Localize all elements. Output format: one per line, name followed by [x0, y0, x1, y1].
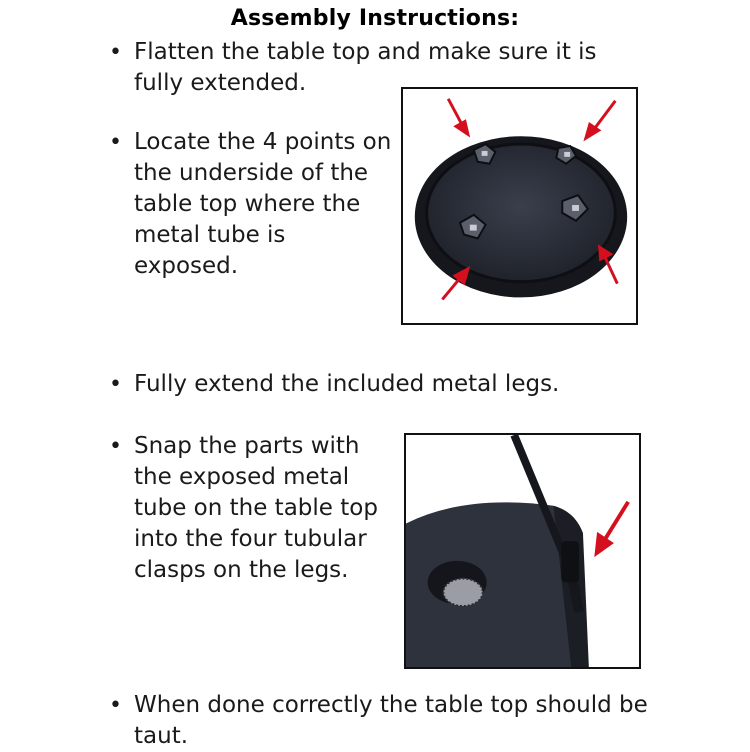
step-2 — [109, 127, 394, 282]
step-2-text: Locate the 4 points on the underside of the table top where the metal tube is exposed. — [134, 129, 392, 279]
step-4-text: Snap the parts with the exposed metal tube on the table top into the four tubular clasps on the legs. — [134, 433, 378, 583]
step-3-text: Fully extend the included metal legs. — [134, 371, 560, 397]
table-underside-illustration — [403, 89, 636, 323]
page-title: Assembly Instructions: — [230, 6, 520, 31]
step-5 — [109, 690, 694, 752]
leg-clasp-illustration — [406, 435, 639, 667]
step-4 — [109, 431, 404, 586]
leg-clasp-photo — [404, 433, 641, 669]
step-1-text: Flatten the table top and make sure it is fully extended. — [134, 39, 597, 96]
bullet-dot: • — [109, 372, 122, 397]
bullet-dot: • — [109, 693, 122, 718]
step-5-text: When done correctly the table top should be taut. — [134, 692, 648, 749]
bullet-dot: • — [109, 434, 122, 459]
bullet-dot: • — [109, 130, 122, 155]
bullet-dot: • — [109, 40, 122, 65]
step-3 — [109, 369, 694, 400]
table-underside-photo — [401, 87, 638, 325]
